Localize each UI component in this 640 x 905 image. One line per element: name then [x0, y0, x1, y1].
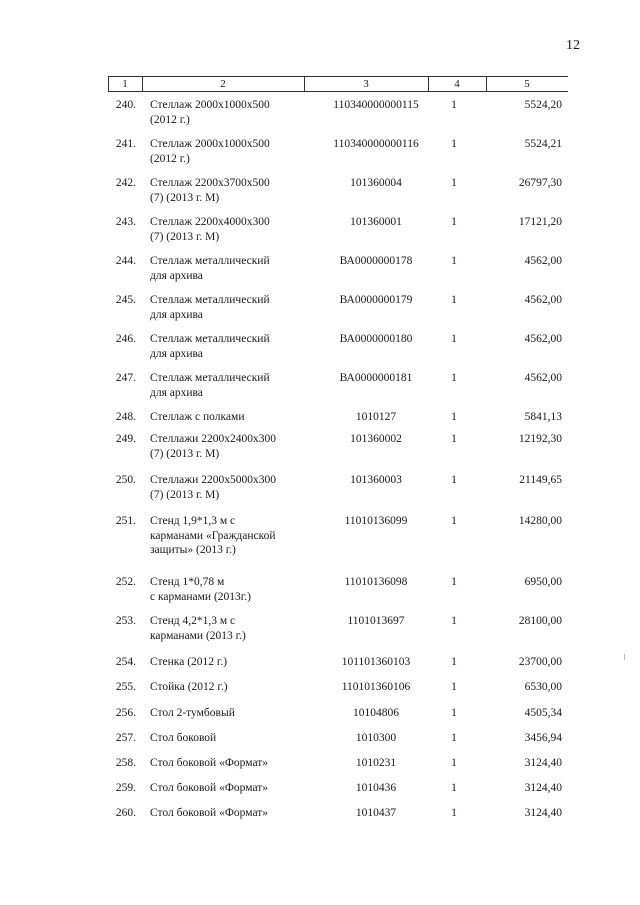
row-number: 257.: [115, 732, 136, 744]
row-name-line: для архива: [150, 269, 203, 282]
row-code: ВА0000000179: [339, 294, 413, 306]
table-row: [108, 575, 568, 614]
row-amount: 6950,00: [524, 576, 562, 588]
row-amount: 28100,00: [518, 615, 562, 627]
row-name: [150, 756, 310, 771]
row-name-line: Стойка (2012 г.): [150, 681, 228, 693]
row-name-line: карманами (2013 г.): [150, 629, 246, 642]
row-name: [150, 806, 310, 821]
row-name-line: Стол боковой «Формат»: [150, 757, 269, 769]
page-number: 12: [566, 38, 580, 53]
row-code: 1010436: [355, 782, 397, 794]
row-name: [150, 655, 310, 670]
row-name: [150, 215, 310, 244]
row-name: [150, 575, 310, 604]
row-code: 1010300: [355, 732, 397, 744]
row-quantity: 1: [451, 411, 457, 423]
row-name-line: для архива: [150, 308, 203, 321]
row-number: 242.: [115, 177, 136, 189]
row-name: [150, 371, 310, 400]
row-name-line: (2012 г.): [150, 113, 190, 126]
row-number: 252.: [115, 576, 136, 588]
row-name-line: с карманами (2013г.): [150, 590, 251, 603]
row-amount: 3124,40: [524, 807, 562, 819]
row-quantity: 1: [451, 255, 457, 267]
row-name: [150, 473, 310, 502]
row-name-line: Стеллаж 2200x3700x500: [150, 177, 270, 189]
row-quantity: 1: [451, 515, 457, 527]
row-number: 255.: [115, 681, 136, 693]
row-code: 11010136099: [344, 515, 408, 527]
row-number: 249.: [115, 433, 136, 445]
row-name-line: Стол боковой: [150, 732, 217, 744]
row-number: 250.: [115, 474, 136, 486]
row-amount: 23700,00: [518, 656, 562, 668]
row-name-line: Стеллаж металлический: [150, 333, 270, 345]
row-name-line: (7) (2013 г. М): [150, 230, 220, 243]
row-code: ВА0000000181: [339, 372, 413, 384]
scan-mark: [624, 654, 627, 660]
row-number: 246.: [115, 333, 136, 345]
table-row: [108, 254, 568, 293]
table-row: [108, 176, 568, 215]
row-number: 247.: [115, 372, 136, 384]
row-code: 101360004: [350, 177, 402, 189]
row-name: [150, 98, 310, 127]
header-col-4: 4: [454, 78, 460, 90]
row-name: [150, 293, 310, 322]
row-amount: 4562,00: [524, 372, 562, 384]
row-name: [150, 614, 310, 643]
row-quantity: 1: [451, 576, 457, 588]
row-name-line: Стеллаж 2000x1000x500: [150, 99, 270, 111]
row-quantity: 1: [451, 782, 457, 794]
table-row: [108, 680, 568, 706]
row-quantity: 1: [451, 216, 457, 228]
header-col-1: 1: [122, 78, 128, 90]
row-name-line: Стеллаж металлический: [150, 255, 270, 267]
table-row: [108, 98, 568, 137]
row-amount: 17121,20: [518, 216, 562, 228]
row-name-line: Стол боковой «Формат»: [150, 782, 269, 794]
row-name: [150, 781, 310, 796]
row-quantity: 1: [451, 333, 457, 345]
row-name-line: Стенка (2012 г.): [150, 656, 228, 668]
row-name: [150, 680, 310, 695]
table-body: [108, 98, 568, 831]
row-quantity: 1: [451, 732, 457, 744]
row-amount: 3124,40: [524, 757, 562, 769]
row-name-line: Стеллажи 2200x2400x300: [150, 433, 276, 445]
row-amount: 21149,65: [519, 474, 562, 486]
row-quantity: 1: [451, 294, 457, 306]
row-code: 11010136098: [344, 576, 408, 588]
row-code: ВА0000000178: [339, 255, 413, 267]
table-row: [108, 781, 568, 806]
row-name-line: Стеллаж 2000x1000x500: [150, 138, 270, 150]
row-name-line: Стеллажи 2200x5000x300: [150, 474, 276, 486]
row-name-line: Стенд 4,2*1,3 м с: [150, 615, 236, 627]
row-quantity: 1: [451, 474, 457, 486]
row-code: 1010127: [355, 411, 397, 423]
table-row: [108, 137, 568, 176]
row-amount: 4505,34: [524, 707, 562, 719]
row-quantity: 1: [451, 99, 457, 111]
row-quantity: 1: [451, 433, 457, 445]
header-col-5: 5: [524, 78, 530, 90]
table-row: [108, 215, 568, 254]
table-row: [108, 514, 568, 575]
row-name: [150, 137, 310, 166]
table-row: [108, 371, 568, 410]
row-number: 244.: [115, 255, 136, 267]
row-name: [150, 254, 310, 283]
row-quantity: 1: [451, 615, 457, 627]
row-amount: 14280,00: [518, 515, 562, 527]
row-quantity: 1: [451, 807, 457, 819]
row-code: 101360002: [350, 433, 402, 445]
row-number: 259.: [115, 782, 136, 794]
row-name-line: (2012 г.): [150, 152, 190, 165]
header-col-3: 3: [363, 78, 369, 90]
table-row: [108, 756, 568, 781]
header-col-2: 2: [220, 78, 226, 90]
row-quantity: 1: [451, 177, 457, 189]
table-header: [108, 76, 568, 92]
row-number: 260.: [115, 807, 136, 819]
row-quantity: 1: [451, 681, 457, 693]
row-code: 101360001: [350, 216, 402, 228]
row-code: ВА0000000180: [339, 333, 413, 345]
row-name-line: для архива: [150, 347, 203, 360]
row-name-line: Стенд 1,9*1,3 м с: [150, 515, 236, 527]
row-quantity: 1: [451, 757, 457, 769]
row-name: [150, 432, 310, 461]
row-amount: 5841,13: [524, 411, 562, 423]
row-quantity: 1: [451, 372, 457, 384]
row-code: 101101360103: [341, 656, 411, 668]
table-row: [108, 806, 568, 831]
row-amount: 4562,00: [524, 255, 562, 267]
row-name-line: (7) (2013 г. М): [150, 191, 220, 204]
table-row: [108, 293, 568, 332]
row-name-line: Стол 2-тумбовый: [150, 707, 235, 719]
row-amount: 5524,20: [524, 99, 562, 111]
row-number: 248.: [115, 411, 136, 423]
row-number: 243.: [115, 216, 136, 228]
row-name-line: Стеллаж металлический: [150, 372, 270, 384]
row-name-line: Стенд 1*0,78 м: [150, 576, 225, 588]
row-number: 256.: [115, 707, 136, 719]
row-quantity: 1: [451, 138, 457, 150]
row-number: 240.: [115, 99, 136, 111]
row-code: 1101013697: [347, 615, 405, 627]
row-amount: 4562,00: [524, 294, 562, 306]
row-name-line: (7) (2013 г. М): [150, 447, 220, 460]
row-amount: 5524,21: [524, 138, 562, 150]
row-code: 110340000000116: [333, 138, 419, 150]
row-amount: 6530,00: [524, 681, 562, 693]
row-number: 254.: [115, 656, 136, 668]
row-name-line: Стеллаж 2200x4000x300: [150, 216, 270, 228]
row-amount: 4562,00: [524, 333, 562, 345]
row-amount: 3456,94: [524, 732, 562, 744]
row-code: 101360003: [350, 474, 402, 486]
row-name: [150, 731, 310, 746]
row-name-line: защиты» (2013 г.): [150, 544, 236, 556]
row-number: 241.: [115, 138, 136, 150]
row-number: 258.: [115, 757, 136, 769]
table-row: [108, 332, 568, 371]
table-row: [108, 473, 568, 514]
row-number: 245.: [115, 294, 136, 306]
table-row: [108, 706, 568, 731]
row-name: [150, 514, 310, 558]
row-amount: 26797,30: [518, 177, 562, 189]
row-code: 1010231: [355, 757, 397, 769]
row-code: 110101360106: [341, 681, 411, 693]
table-row: [108, 432, 568, 473]
row-name-line: Стол боковой «Формат»: [150, 807, 269, 819]
table-row: [108, 655, 568, 680]
table-row: [108, 410, 568, 432]
table-row: [108, 614, 568, 655]
row-name-line: Стеллаж металлический: [150, 294, 270, 306]
row-name: [150, 332, 310, 361]
row-name: [150, 176, 310, 205]
row-amount: 12192,30: [518, 433, 562, 445]
row-number: 253.: [115, 615, 136, 627]
row-code: 110340000000115: [333, 99, 419, 111]
row-name: [150, 706, 310, 721]
table-row: [108, 731, 568, 756]
row-quantity: 1: [451, 707, 457, 719]
row-code: 10104806: [353, 707, 399, 719]
row-quantity: 1: [451, 656, 457, 668]
row-name-line: карманами «Гражданской: [150, 529, 276, 542]
row-amount: 3124,40: [524, 782, 562, 794]
row-name-line: (7) (2013 г. М): [150, 488, 220, 501]
row-name-line: Стеллаж с полками: [150, 411, 245, 423]
row-name-line: для архива: [150, 386, 203, 399]
row-name: [150, 410, 310, 425]
row-number: 251.: [115, 515, 136, 527]
row-code: 1010437: [355, 807, 397, 819]
